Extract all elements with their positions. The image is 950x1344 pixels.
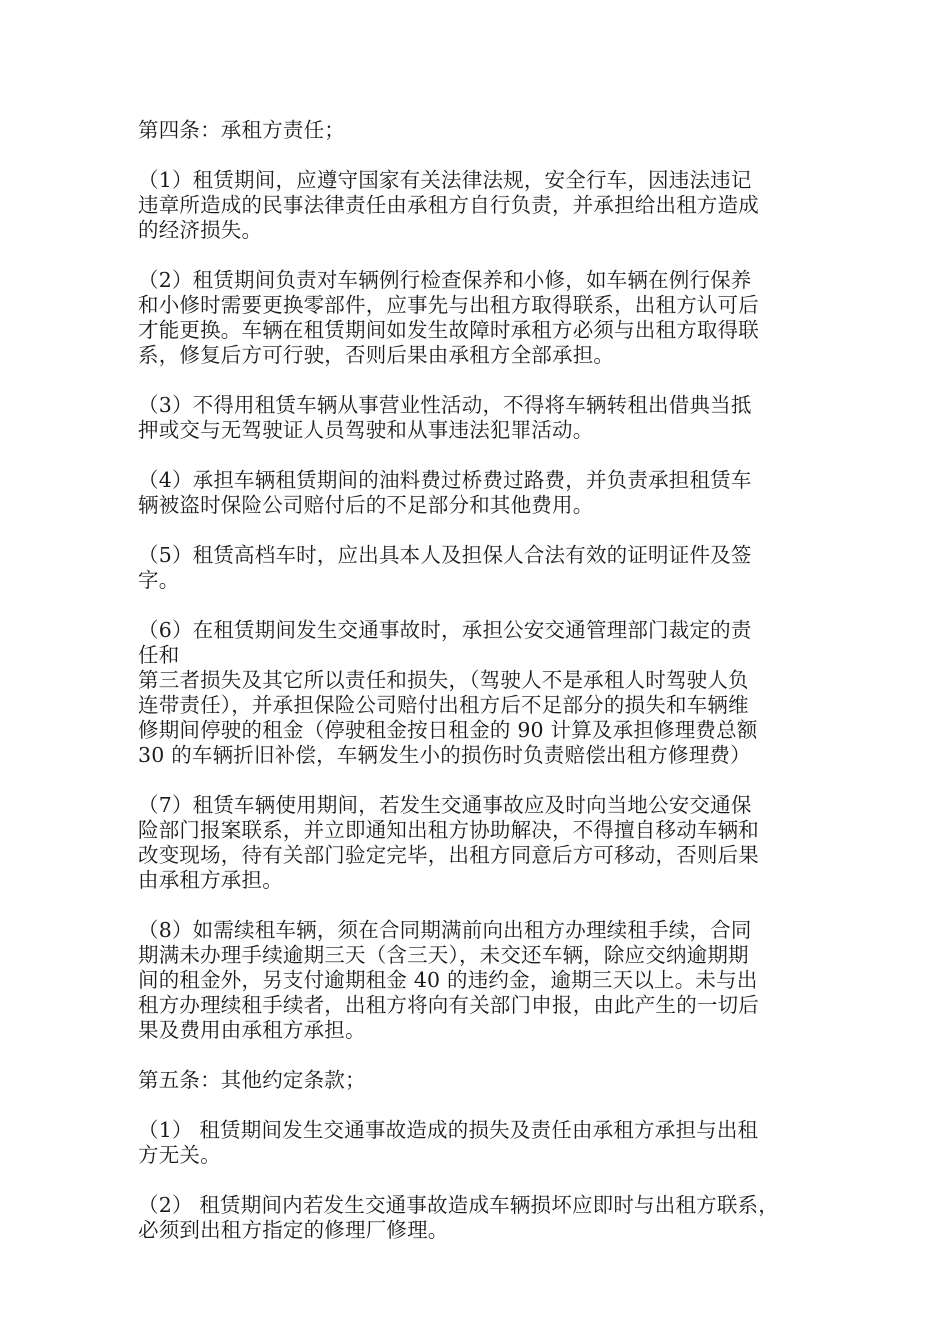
text-line: 第五条：其他约定条款； <box>138 1068 366 1092</box>
clause-paragraph <box>138 918 818 1043</box>
text-line: 修期间停驶的租金（停驶租金按日租金的 90 计算及承担修理费总额 <box>138 718 758 742</box>
text-line: 第四条：承租方责任； <box>138 118 345 142</box>
text-line: 第三者损失及其它所以责任和损失，（驾驶人不是承租人时驾驶人负 <box>138 668 749 692</box>
text-line: （7）租赁车辆使用期间，若发生交通事故应及时向当地公安交通保 <box>138 793 752 817</box>
text-line: 间的租金外，另支付逾期租金 40 的违约金，逾期三天以上。未与出 <box>138 968 758 992</box>
document-body <box>138 118 818 1268</box>
text-line: 才能更换。车辆在租赁期间如发生故障时承租方必须与出租方取得联 <box>138 318 759 342</box>
text-line: 字。 <box>138 568 180 592</box>
text-line: 和小修时需要更换零部件，应事先与出租方取得联系，出租方认可后 <box>138 293 759 317</box>
clause-paragraph <box>138 618 818 768</box>
text-line: 辆被盗时保险公司赔付后的不足部分和其他费用。 <box>138 493 594 517</box>
text-line: 期满未办理手续逾期三天（含三天），未交还车辆，除应交纳逾期期 <box>138 943 749 967</box>
text-line: 系，修复后方可行驶，否则后果由承租方全部承担。 <box>138 343 615 367</box>
text-line: 改变现场，待有关部门验定完毕，出租方同意后方可移动，否则后果 <box>138 843 759 867</box>
clause-paragraph <box>138 393 818 443</box>
text-line: （5）租赁高档车时，应出具本人及担保人合法有效的证明证件及签 <box>138 543 752 567</box>
clause-paragraph <box>138 1118 818 1168</box>
text-line: 30 的车辆折旧补偿，车辆发生小的损伤时负责赔偿出租方修理费） <box>138 743 751 767</box>
clause-paragraph <box>138 268 818 368</box>
text-line: （2） 租赁期间内若发生交通事故造成车辆损坏应即时与出租方联系， <box>138 1193 779 1217</box>
clause-paragraph <box>138 793 818 893</box>
clause-paragraph <box>138 168 818 243</box>
clause-paragraph <box>138 543 818 593</box>
text-line: 方无关。 <box>138 1143 221 1167</box>
text-line: 险部门报案联系，并立即通知出租方协助解决，不得擅自移动车辆和 <box>138 818 759 842</box>
text-line: 果及费用由承租方承担。 <box>138 1018 366 1042</box>
text-line: 连带责任），并承担保险公司赔付出租方后不足部分的损失和车辆维 <box>138 693 749 717</box>
text-line: （3）不得用租赁车辆从事营业性活动，不得将车辆转租出借典当抵 <box>138 393 752 417</box>
section-heading <box>138 1068 818 1093</box>
text-line: （4）承担车辆租赁期间的油料费过桥费过路费，并负责承担租赁车 <box>138 468 752 492</box>
text-line: 押或交与无驾驶证人员驾驶和从事违法犯罪活动。 <box>138 418 594 442</box>
text-line: 由承租方承担。 <box>138 868 283 892</box>
clause-paragraph <box>138 1193 818 1243</box>
clause-paragraph <box>138 468 818 518</box>
text-line: （8）如需续租车辆，须在合同期满前向出租方办理续租手续，合同 <box>138 918 752 942</box>
text-line: 的经济损失。 <box>138 218 263 242</box>
text-line: 违章所造成的民事法律责任由承租方自行负责，并承担给出租方造成 <box>138 193 759 217</box>
text-line: （1） 租赁期间发生交通事故造成的损失及责任由承租方承担与出租 <box>138 1118 759 1142</box>
text-line: 任和 <box>138 643 180 667</box>
text-line: 租方办理续租手续者，出租方将向有关部门申报，由此产生的一切后 <box>138 993 759 1017</box>
text-line: （6）在租赁期间发生交通事故时，承担公安交通管理部门裁定的责 <box>138 618 752 642</box>
text-line: （1）租赁期间，应遵守国家有关法律法规，安全行车，因违法违记 <box>138 168 752 192</box>
text-line: 必须到出租方指定的修理厂修理。 <box>138 1218 449 1242</box>
text-line: （2）租赁期间负责对车辆例行检查保养和小修，如车辆在例行保养 <box>138 268 752 292</box>
section-heading <box>138 118 818 143</box>
